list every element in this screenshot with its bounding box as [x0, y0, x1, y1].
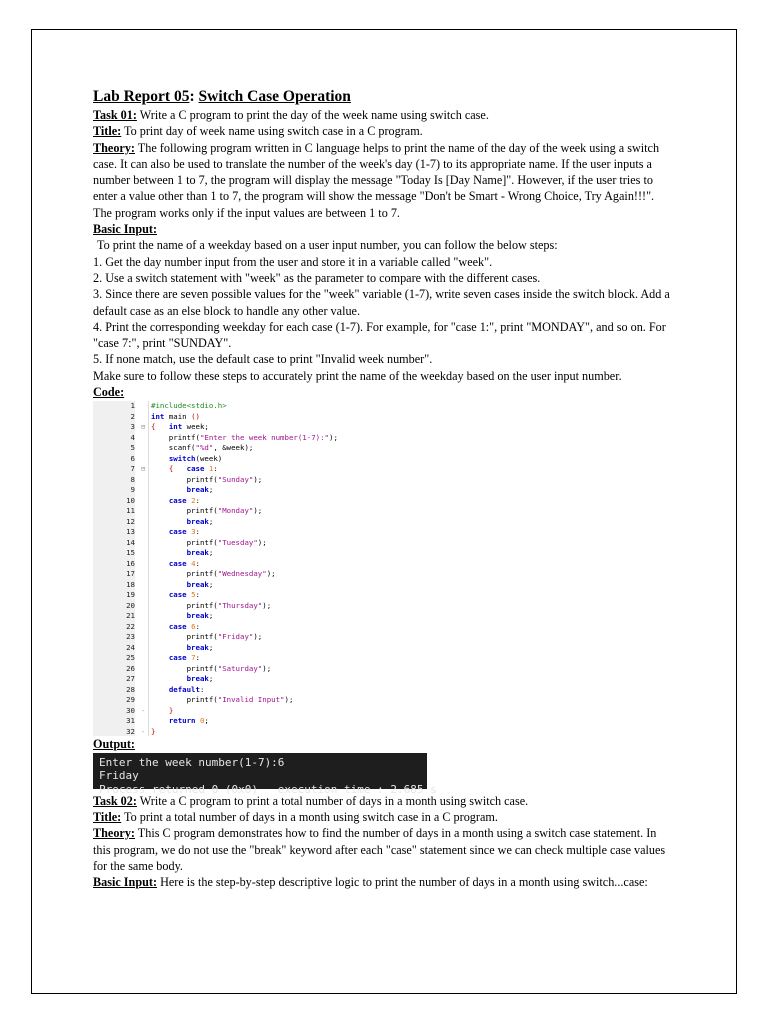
code-token: {	[168, 464, 174, 474]
line-number: 28	[126, 684, 135, 694]
code-text	[151, 433, 338, 444]
code-token: printf(	[151, 632, 218, 642]
code-token: printf(	[151, 569, 218, 579]
code-text	[151, 485, 213, 496]
code-text	[151, 443, 253, 454]
code-token: "Enter the week number(1-7):"	[199, 432, 329, 442]
line-number: 18	[126, 579, 135, 589]
code-line	[93, 548, 363, 559]
code-text	[151, 412, 200, 423]
code-text	[151, 664, 271, 675]
task1-theory-text: The following program written in C language helps to print the name of the day of the week using a switch case. It can also be used to translate the number of the week's day (1-7) to its appropriate name. If the user inputs a number between 1 to 7, the program will display the message "Today Is [Day Name]". However, if the user tries to enter a value other than 1 to 7, the program will show the message "Don't be Smart - Wrong Choice, Try Again!!!". The program works only if the input values are between 1 to 7.	[93, 140, 660, 220]
code-text	[151, 653, 200, 664]
code-token: 7	[191, 653, 196, 663]
report-title	[93, 87, 673, 107]
code-token: ;	[208, 579, 214, 589]
terminal-line: Process returned 0 (0x0) execution time : 2.685 s	[99, 782, 437, 796]
task1-step: 2. Use a switch statement with "week" as the parameter to compare with the different cases.	[93, 270, 541, 285]
code-line	[93, 706, 363, 717]
task2-text: Write a C program to print a total number of days in a month using switch case.	[136, 793, 529, 808]
code-text	[151, 401, 227, 412]
task2-title-label: Title:	[93, 809, 122, 824]
code-token: );	[329, 432, 338, 442]
code-text	[151, 559, 200, 570]
task1-label: Task 01:	[93, 108, 137, 122]
code-token: "Tuesday"	[217, 537, 258, 547]
code-line	[93, 443, 363, 454]
code-token: ;	[208, 485, 214, 495]
code-token: {	[151, 422, 156, 432]
code-text	[151, 517, 213, 528]
code-text	[151, 716, 209, 727]
code-token	[151, 643, 187, 652]
code-token: );	[262, 663, 272, 673]
code-token	[155, 422, 168, 431]
code-token: printf(	[151, 600, 218, 610]
task1-theory-label: Theory:	[93, 140, 135, 155]
task1-basic-label: Basic Input:	[93, 222, 158, 237]
line-number: 31	[126, 716, 135, 726]
code-text	[151, 601, 271, 612]
code-token: printf(	[151, 663, 218, 673]
task1-basic-input-heading	[93, 221, 673, 237]
code-token: printf(	[151, 506, 218, 516]
code-token: "Thursday"	[217, 600, 263, 610]
code-token: :	[195, 495, 200, 505]
code-token: :	[195, 621, 200, 631]
code-token: default	[168, 684, 200, 694]
code-token: ;	[204, 716, 209, 726]
code-text	[151, 580, 213, 591]
code-text	[151, 548, 213, 559]
task1-title	[93, 123, 673, 139]
code-token: 4	[191, 558, 196, 568]
line-number: 30	[126, 705, 135, 715]
code-label: Code:	[93, 385, 125, 400]
fold-marker-icon: -	[141, 727, 146, 736]
code-token: :	[195, 653, 200, 663]
line-number: 25	[126, 653, 135, 663]
code-token	[151, 485, 187, 494]
task1-step: 4. Print the corresponding weekday for each case (1-7). For example, for "case 1:", print "MONDAY", and so on. For "case 7:", print "SUNDAY".	[93, 319, 666, 351]
title-separator: :	[189, 88, 199, 105]
line-number: 19	[126, 590, 135, 600]
line-number: 29	[126, 695, 135, 705]
code-line	[93, 422, 363, 433]
line-number: 20	[126, 600, 135, 610]
code-token	[173, 464, 186, 473]
code-token: "Saturday"	[217, 663, 263, 673]
code-token: );	[262, 600, 272, 610]
line-number: 21	[126, 611, 135, 621]
code-text	[151, 590, 200, 601]
line-number: 13	[126, 527, 135, 537]
code-token	[151, 527, 169, 536]
code-line	[93, 695, 363, 706]
code-token	[151, 548, 187, 557]
fold-marker-icon: ⊟	[141, 465, 146, 474]
code-token: int	[151, 411, 165, 421]
code-token: 5	[191, 590, 196, 600]
task2-statement	[93, 793, 673, 809]
code-token: break	[186, 516, 209, 526]
code-token: 3	[191, 527, 196, 537]
code-token: "Monday"	[217, 506, 254, 516]
code-line	[93, 611, 363, 622]
code-line	[93, 601, 363, 612]
code-line	[93, 569, 363, 580]
code-screenshot	[93, 401, 363, 736]
code-token: "Friday"	[217, 632, 254, 642]
code-line	[93, 527, 363, 538]
task1-step: 5. If none match, use the default case to print "Invalid week number".	[93, 352, 433, 367]
code-token: printf(	[151, 432, 200, 442]
code-text	[151, 632, 262, 643]
terminal-line: Enter the week number(1-7):6	[99, 755, 285, 769]
code-token: 0	[199, 716, 205, 726]
code-token: case	[168, 495, 187, 505]
code-token: 1	[208, 464, 214, 474]
task2-title	[93, 809, 673, 825]
code-token	[151, 590, 169, 599]
code-token: , &week);	[213, 443, 254, 453]
document-body	[93, 87, 673, 890]
code-text	[151, 643, 213, 654]
output-label: Output:	[93, 737, 135, 752]
code-token: break	[186, 674, 209, 684]
line-number: 5	[130, 443, 135, 453]
code-line	[93, 412, 363, 423]
code-token	[151, 611, 187, 620]
code-heading	[93, 384, 673, 400]
task1-statement	[93, 107, 673, 123]
code-token	[151, 517, 187, 526]
code-token	[151, 622, 169, 631]
code-token: (week)	[195, 453, 223, 463]
code-token: break	[186, 485, 209, 495]
code-text	[151, 422, 209, 433]
code-token: case	[168, 590, 187, 600]
code-token	[151, 685, 169, 694]
line-number: 9	[130, 485, 135, 495]
code-line	[93, 716, 363, 727]
code-token: printf(	[151, 474, 218, 484]
task1-step: 3. Since there are seven possible values for the "week" variable (1-7), write seven cases inside the switch block. Add a default case as an else block to handle any other value.	[93, 287, 670, 318]
code-token: );	[284, 695, 294, 705]
output-terminal	[93, 753, 437, 796]
code-token: break	[186, 579, 209, 589]
code-token: 2	[191, 495, 196, 505]
report-number: Lab Report 05	[93, 88, 190, 105]
code-token: :	[195, 558, 200, 568]
task2-title-text: To print a total number of days in a month using switch case in a C program.	[121, 809, 498, 824]
code-text	[151, 622, 200, 633]
code-text	[151, 727, 155, 738]
line-number: 6	[130, 453, 135, 463]
code-token: :	[199, 684, 205, 694]
code-line	[93, 454, 363, 465]
code-line	[93, 643, 363, 654]
code-text	[151, 506, 262, 517]
code-token: printf(	[151, 537, 218, 547]
fold-marker-icon: -	[141, 706, 146, 715]
code-token: "Wednesday"	[217, 569, 267, 579]
code-token: ;	[208, 611, 214, 621]
code-token: break	[186, 642, 209, 652]
code-text	[151, 695, 293, 706]
code-text	[151, 674, 213, 685]
task1-basic-intro: To print the name of a weekday based on a user input number, you can follow the below steps:	[97, 238, 558, 253]
code-token: break	[186, 611, 209, 621]
code-token: scanf(	[151, 443, 196, 453]
code-token: ;	[208, 642, 214, 652]
code-token: int	[168, 422, 183, 432]
code-text	[151, 569, 276, 580]
code-token: ()	[191, 411, 200, 421]
code-token: );	[253, 632, 263, 642]
code-token: 6	[191, 621, 196, 631]
task2-basic-text: Here is the step-by-step descriptive logic to print the number of days in a month using switch...case:	[157, 875, 648, 890]
code-token: #include<stdio.h>	[151, 401, 227, 411]
task1-title-text: To print day of week name using switch case in a C program.	[121, 124, 423, 139]
code-token: }	[168, 705, 174, 715]
code-line	[93, 475, 363, 486]
code-line	[93, 632, 363, 643]
code-line	[93, 727, 363, 738]
code-line	[93, 433, 363, 444]
code-line	[93, 464, 363, 475]
code-text	[151, 464, 218, 475]
code-line	[93, 485, 363, 496]
line-number: 15	[126, 548, 135, 558]
code-line	[93, 674, 363, 685]
line-number: 11	[126, 506, 135, 516]
code-token: printf(	[151, 695, 218, 705]
line-number: 16	[126, 558, 135, 568]
line-number: 10	[126, 495, 135, 505]
task2-basic-label: Basic Input:	[93, 875, 158, 890]
line-number: 26	[126, 663, 135, 673]
line-number: 7	[130, 464, 135, 474]
line-number: 14	[126, 537, 135, 547]
code-token: );	[266, 569, 276, 579]
line-number: 1	[130, 401, 135, 411]
line-number: 8	[130, 474, 135, 484]
code-line	[93, 664, 363, 675]
code-text	[151, 496, 200, 507]
line-number: 24	[126, 642, 135, 652]
code-token: case	[186, 464, 205, 474]
code-token	[151, 674, 187, 683]
line-number: 4	[130, 432, 135, 442]
code-token: "Invalid Input"	[217, 695, 285, 705]
code-line	[93, 517, 363, 528]
code-token: ;	[208, 674, 214, 684]
code-token: week;	[182, 422, 209, 432]
code-line	[93, 685, 363, 696]
code-token: ;	[208, 548, 214, 558]
code-token: "%d"	[195, 443, 214, 453]
code-token	[151, 580, 187, 589]
code-token	[151, 496, 169, 505]
code-line	[93, 506, 363, 517]
code-token	[151, 716, 169, 725]
code-token: );	[257, 537, 267, 547]
code-token: return	[168, 716, 196, 726]
code-text	[151, 611, 213, 622]
code-token: );	[253, 506, 263, 516]
task1-step: 1. Get the day number input from the user and store it in a variable called "week".	[93, 254, 493, 269]
code-line	[93, 496, 363, 507]
task1-text: Write a C program to print the day of the week name using switch case.	[136, 108, 489, 122]
code-token: case	[168, 558, 187, 568]
task1-closing: Make sure to follow these steps to accurately print the name of the weekday based on the user input number.	[93, 368, 622, 383]
code-token: switch	[168, 453, 196, 463]
report-topic: Switch Case Operation	[198, 88, 351, 105]
line-number: 12	[126, 516, 135, 526]
code-token: ;	[208, 516, 214, 526]
code-token	[151, 706, 169, 715]
code-token: main	[164, 411, 192, 421]
code-token: );	[253, 474, 263, 484]
line-number: 23	[126, 632, 135, 642]
code-text	[151, 475, 262, 486]
line-number: 2	[130, 411, 135, 421]
code-token: }	[151, 726, 156, 736]
task2-basic-input	[93, 874, 673, 890]
code-token	[151, 454, 169, 463]
code-token	[151, 464, 169, 473]
code-line	[93, 559, 363, 570]
code-text	[151, 454, 222, 465]
code-token: :	[195, 590, 200, 600]
code-token: "Sunday"	[217, 474, 254, 484]
code-token: :	[195, 527, 200, 537]
code-lines	[93, 401, 363, 737]
task2-theory	[93, 825, 673, 874]
code-line	[93, 590, 363, 601]
code-token: break	[186, 548, 209, 558]
code-text	[151, 706, 173, 717]
line-number: 22	[126, 621, 135, 631]
task2-theory-text: This C program demonstrates how to find the number of days in a month using a switch case statement. In this program, we do not use the "break" keyword after each "case" statement since we can check multiple case values for the same body.	[93, 826, 666, 873]
line-number: 32	[126, 726, 135, 736]
code-text	[151, 538, 267, 549]
code-text	[151, 527, 200, 538]
code-line	[93, 653, 363, 664]
code-line	[93, 580, 363, 591]
fold-marker-icon: ⊟	[141, 423, 146, 432]
line-number: 3	[130, 422, 135, 432]
code-line	[93, 538, 363, 549]
code-token: case	[168, 527, 187, 537]
line-number: 17	[126, 569, 135, 579]
output-heading	[93, 736, 673, 752]
task1-title-label: Title:	[93, 124, 122, 139]
terminal-line: Friday	[99, 769, 139, 783]
code-token: :	[213, 464, 218, 474]
code-line	[93, 401, 363, 412]
code-token: case	[168, 621, 187, 631]
code-line	[93, 622, 363, 633]
code-token: case	[168, 653, 187, 663]
task1-theory	[93, 140, 673, 221]
code-token	[151, 653, 169, 662]
code-text	[151, 685, 204, 696]
task2-theory-label: Theory:	[93, 826, 135, 841]
task2-label: Task 02:	[93, 793, 137, 808]
code-token	[151, 559, 169, 568]
line-number: 27	[126, 674, 135, 684]
